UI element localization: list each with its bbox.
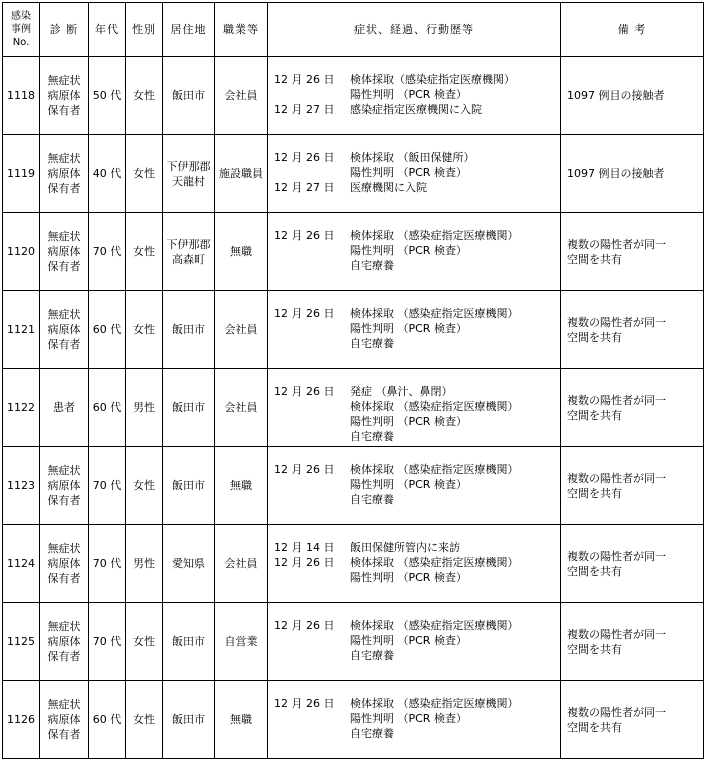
header-remarks: 備 考 [561, 3, 704, 57]
history-cell [268, 135, 561, 213]
history-text: 陽性判明 （PCR 検査） [350, 712, 467, 725]
history-date: 12 月 26 日 [274, 385, 335, 398]
residence-cell: 飯田市 [163, 291, 215, 369]
history-line [274, 228, 560, 243]
residence-cell: 飯田市 [163, 603, 215, 681]
history-text: 陽性判明 （PCR 検査） [350, 322, 467, 335]
history-date [274, 258, 350, 273]
header-residence: 居住地 [163, 3, 215, 57]
table-row [3, 369, 704, 447]
history-line [274, 87, 560, 102]
occupation-cell: 無職 [215, 681, 268, 759]
history-text: 医療機関に入院 [350, 181, 427, 194]
history-line [274, 336, 560, 351]
history-text: 検体採取 （感染症指定医療機関） [350, 307, 519, 320]
history-line [274, 306, 560, 321]
history-text: 発症 （鼻汁、鼻閉） [350, 385, 453, 398]
header-sex: 性別 [126, 3, 163, 57]
history-text: 感染症指定医療機関に入院 [350, 103, 482, 116]
history-text: 陽性判明 （PCR 検査） [350, 88, 467, 101]
history-cell [268, 57, 561, 135]
occupation-cell: 無職 [215, 213, 268, 291]
history-text: 自宅療養 [350, 337, 394, 350]
residence-cell: 下伊那郡 天龍村 [163, 135, 215, 213]
history-date [274, 429, 350, 444]
history-date [274, 336, 350, 351]
sex-cell: 男性 [126, 369, 163, 447]
history-text: 陽性判明 （PCR 検査） [350, 571, 467, 584]
history-cell [268, 603, 561, 681]
history-text: 自宅療養 [350, 259, 394, 272]
case-number: 1125 [3, 603, 40, 681]
history-date [274, 321, 350, 336]
history-cell [268, 681, 561, 759]
diagnosis-cell: 患者 [40, 369, 89, 447]
diagnosis-cell: 無症状 病原体 保有者 [40, 681, 89, 759]
history-text: 検体採取 （感染症指定医療機関） [350, 229, 519, 242]
table-row [3, 135, 704, 213]
history-line [274, 165, 560, 180]
table-row [3, 57, 704, 135]
history-date [274, 570, 350, 585]
history-date: 12 月 26 日 [274, 556, 335, 569]
diagnosis-cell: 無症状 病原体 保有者 [40, 213, 89, 291]
occupation-cell: 会社員 [215, 369, 268, 447]
sex-cell: 女性 [126, 291, 163, 369]
history-line [274, 492, 560, 507]
header-age: 年代 [89, 3, 126, 57]
history-line [274, 150, 560, 165]
history-line [274, 429, 560, 444]
history-date: 12 月 26 日 [274, 229, 335, 242]
age-cell: 70 代 [89, 447, 126, 525]
history-date [274, 477, 350, 492]
history-cell [268, 213, 561, 291]
diagnosis-cell: 無症状 病原体 保有者 [40, 291, 89, 369]
history-line [274, 399, 560, 414]
history-cell [268, 369, 561, 447]
history-line [274, 633, 560, 648]
history-date [274, 414, 350, 429]
history-line [274, 477, 560, 492]
header-case-no: 感染 事例 No. [3, 3, 40, 57]
history-text: 陽性判明 （PCR 検査） [350, 634, 467, 647]
history-date [274, 726, 350, 741]
table-row [3, 603, 704, 681]
table-row [3, 291, 704, 369]
history-cell [268, 447, 561, 525]
remarks-cell: 1097 例目の接触者 [561, 135, 704, 213]
history-line [274, 384, 560, 399]
history-line [274, 102, 560, 117]
history-line [274, 618, 560, 633]
history-line [274, 72, 560, 87]
diagnosis-cell: 無症状 病原体 保有者 [40, 447, 89, 525]
history-line [274, 555, 560, 570]
case-number: 1121 [3, 291, 40, 369]
history-date [274, 399, 350, 414]
history-line [274, 414, 560, 429]
sex-cell: 女性 [126, 57, 163, 135]
header-occupation: 職業等 [215, 3, 268, 57]
occupation-cell: 会社員 [215, 525, 268, 603]
sex-cell: 女性 [126, 681, 163, 759]
sex-cell: 女性 [126, 447, 163, 525]
history-line [274, 570, 560, 585]
residence-cell: 飯田市 [163, 447, 215, 525]
case-number: 1123 [3, 447, 40, 525]
history-line [274, 726, 560, 741]
history-date: 12 月 27 日 [274, 103, 335, 116]
history-text: 自宅療養 [350, 727, 394, 740]
remarks-cell: 複数の陽性者が同一 空間を共有 [561, 603, 704, 681]
remarks-cell: 複数の陽性者が同一 空間を共有 [561, 447, 704, 525]
age-cell: 60 代 [89, 369, 126, 447]
history-line [274, 540, 560, 555]
occupation-cell: 施設職員 [215, 135, 268, 213]
remarks-cell: 複数の陽性者が同一 空間を共有 [561, 681, 704, 759]
sex-cell: 女性 [126, 603, 163, 681]
remarks-cell: 複数の陽性者が同一 空間を共有 [561, 213, 704, 291]
history-date [274, 633, 350, 648]
age-cell: 70 代 [89, 213, 126, 291]
history-text: 検体採取 （感染症指定医療機関） [350, 400, 519, 413]
case-rows [3, 57, 704, 759]
history-date [274, 243, 350, 258]
table-row [3, 213, 704, 291]
history-date [274, 87, 350, 102]
table-row [3, 681, 704, 759]
residence-cell: 飯田市 [163, 369, 215, 447]
history-text: 陽性判明 （PCR 検査） [350, 478, 467, 491]
residence-cell: 飯田市 [163, 57, 215, 135]
case-number: 1126 [3, 681, 40, 759]
case-number: 1119 [3, 135, 40, 213]
history-date: 12 月 26 日 [274, 697, 335, 710]
history-date: 12 月 27 日 [274, 181, 335, 194]
case-table [2, 2, 704, 759]
history-line [274, 462, 560, 477]
header-history: 症状、経過、行動歴等 [268, 3, 561, 57]
history-text: 陽性判明 （PCR 検査） [350, 244, 467, 257]
history-line [274, 321, 560, 336]
history-date: 12 月 26 日 [274, 151, 335, 164]
table-row [3, 447, 704, 525]
age-cell: 70 代 [89, 603, 126, 681]
history-text: 検体採取 （感染症指定医療機関） [350, 697, 519, 710]
sex-cell: 男性 [126, 525, 163, 603]
case-number: 1118 [3, 57, 40, 135]
remarks-cell: 複数の陽性者が同一 空間を共有 [561, 369, 704, 447]
age-cell: 50 代 [89, 57, 126, 135]
age-cell: 70 代 [89, 525, 126, 603]
history-date: 12 月 14 日 [274, 541, 335, 554]
history-line [274, 180, 560, 195]
case-number: 1120 [3, 213, 40, 291]
history-text: 陽性判明 （PCR 検査） [350, 166, 467, 179]
history-text: 検体採取 （飯田保健所） [350, 151, 475, 164]
case-number: 1124 [3, 525, 40, 603]
occupation-cell: 自営業 [215, 603, 268, 681]
history-text: 自宅療養 [350, 493, 394, 506]
history-date [274, 492, 350, 507]
diagnosis-cell: 無症状 病原体 保有者 [40, 135, 89, 213]
history-date [274, 165, 350, 180]
sex-cell: 女性 [126, 135, 163, 213]
residence-cell: 下伊那郡 高森町 [163, 213, 215, 291]
history-text: 検体採取 （感染症指定医療機関） [350, 619, 519, 632]
header-row [3, 3, 704, 57]
history-text: 検体採取 （感染症指定医療機関） [350, 463, 519, 476]
diagnosis-cell: 無症状 病原体 保有者 [40, 603, 89, 681]
history-text: 検体採取（感染症指定医療機関） [350, 73, 515, 86]
age-cell: 40 代 [89, 135, 126, 213]
history-line [274, 696, 560, 711]
history-cell [268, 525, 561, 603]
history-text: 自宅療養 [350, 649, 394, 662]
history-date: 12 月 26 日 [274, 619, 335, 632]
history-date [274, 648, 350, 663]
sex-cell: 女性 [126, 213, 163, 291]
occupation-cell: 会社員 [215, 57, 268, 135]
history-date: 12 月 26 日 [274, 307, 335, 320]
history-text: 陽性判明 （PCR 検査） [350, 415, 467, 428]
age-cell: 60 代 [89, 681, 126, 759]
history-cell [268, 291, 561, 369]
occupation-cell: 無職 [215, 447, 268, 525]
diagnosis-cell: 無症状 病原体 保有者 [40, 57, 89, 135]
history-line [274, 243, 560, 258]
table-row [3, 525, 704, 603]
remarks-cell: 1097 例目の接触者 [561, 57, 704, 135]
history-text: 検体採取 （感染症指定医療機関） [350, 556, 519, 569]
history-date [274, 711, 350, 726]
history-text: 飯田保健所管内に来訪 [350, 541, 460, 554]
remarks-cell: 複数の陽性者が同一 空間を共有 [561, 291, 704, 369]
history-line [274, 648, 560, 663]
residence-cell: 愛知県 [163, 525, 215, 603]
history-date: 12 月 26 日 [274, 73, 335, 86]
occupation-cell: 会社員 [215, 291, 268, 369]
history-line [274, 258, 560, 273]
history-line [274, 711, 560, 726]
header-diagnosis: 診 断 [40, 3, 89, 57]
history-text: 自宅療養 [350, 430, 394, 443]
residence-cell: 飯田市 [163, 681, 215, 759]
history-date: 12 月 26 日 [274, 463, 335, 476]
remarks-cell: 複数の陽性者が同一 空間を共有 [561, 525, 704, 603]
age-cell: 60 代 [89, 291, 126, 369]
case-number: 1122 [3, 369, 40, 447]
diagnosis-cell: 無症状 病原体 保有者 [40, 525, 89, 603]
